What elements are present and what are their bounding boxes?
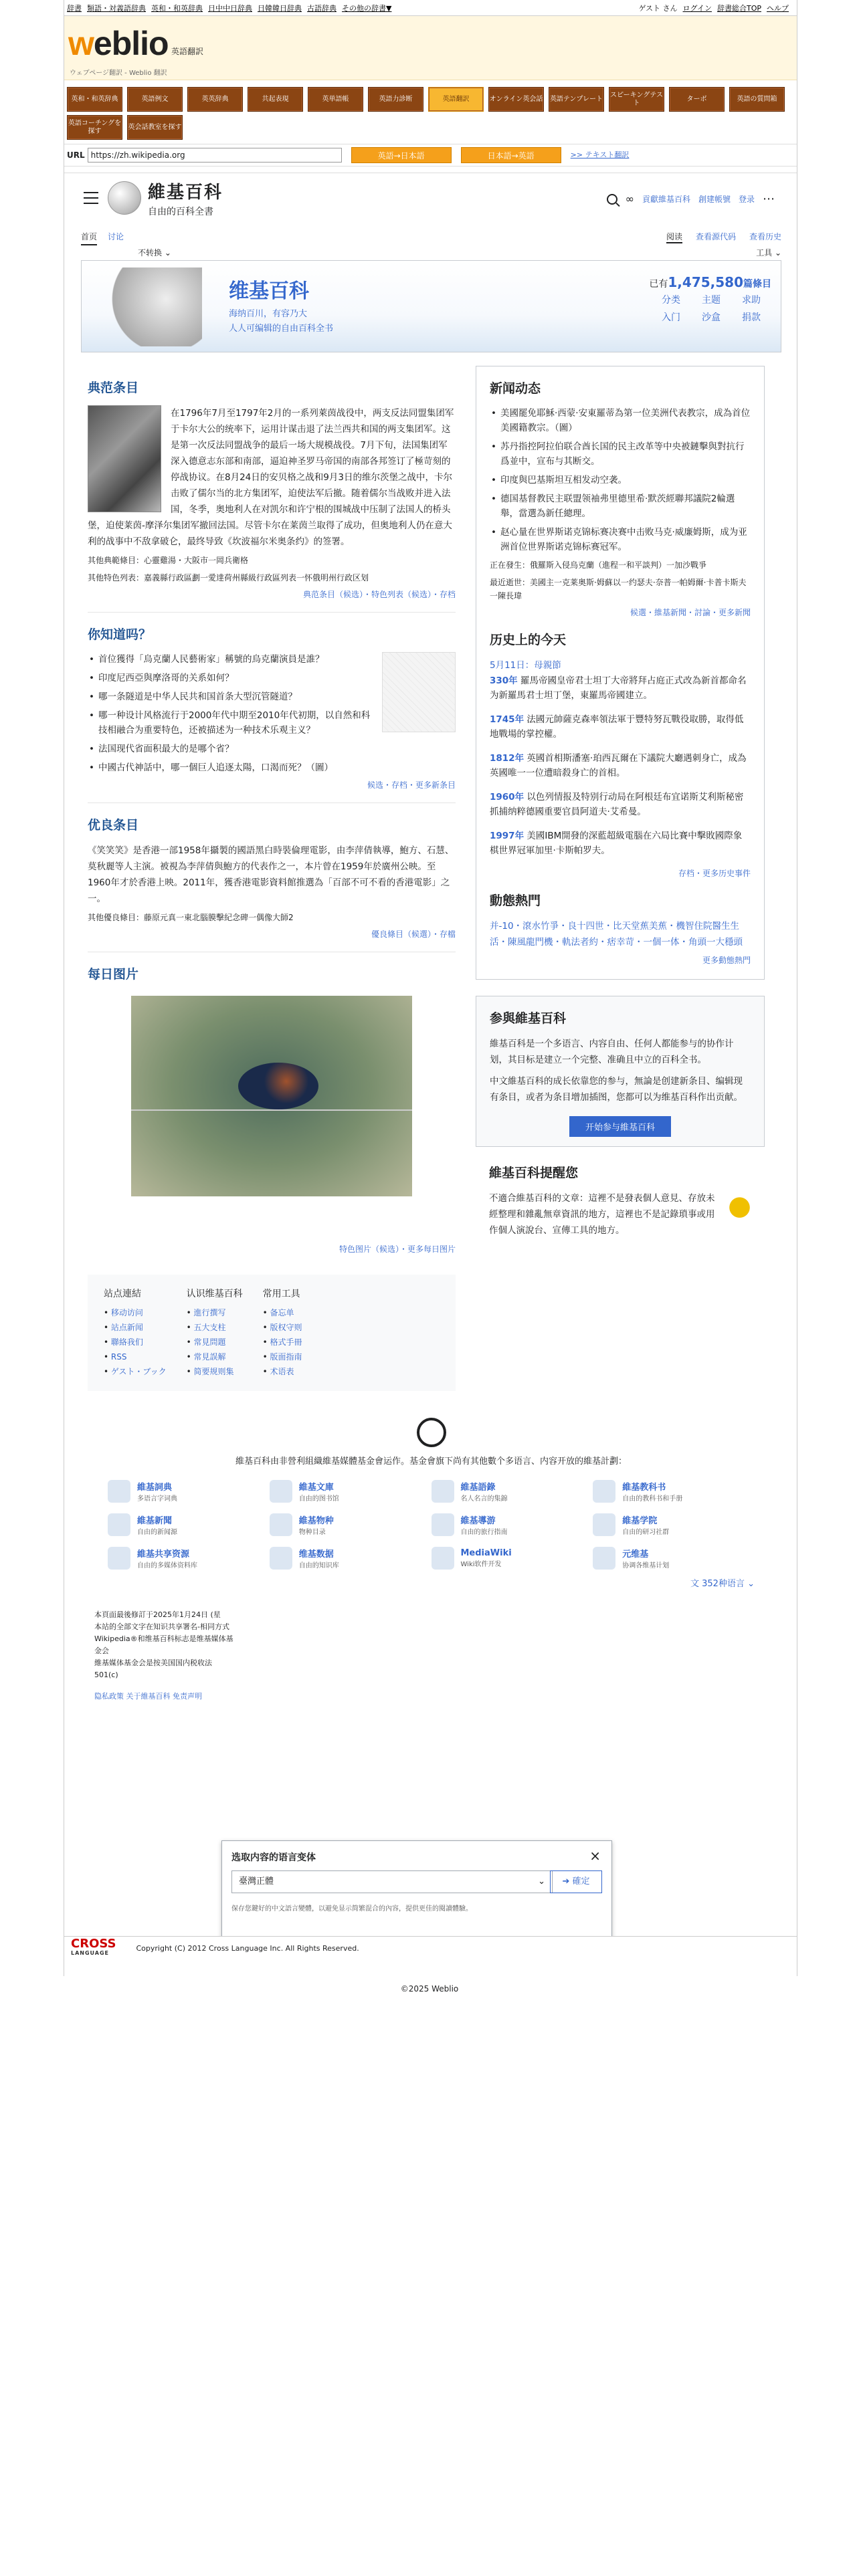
sister-project[interactable]: 維基語錄 名人名言的集錦 — [432, 1480, 593, 1503]
weblio-logo[interactable]: weblio — [68, 25, 169, 62]
dyk-heading: 你知道吗？ — [88, 627, 152, 642]
chevron-down-icon: ⌄ — [164, 248, 171, 257]
otd-item[interactable]: 1812年 英國首相斯潘塞·珀西瓦爾在下議院大廳遇刺身亡，成為英國唯一一位遭暗殺身亡的首相。 — [490, 753, 747, 778]
news-box — [476, 366, 765, 980]
project-icon — [270, 1547, 292, 1570]
nav-cj[interactable]: 日中中日辞典 — [208, 3, 252, 13]
link-item[interactable]: • 站点新闻 — [104, 1320, 167, 1335]
tab-read[interactable]: 阅读 — [666, 231, 682, 243]
link-item[interactable]: • 备忘单 — [263, 1305, 302, 1320]
cross-language-bar — [64, 1936, 797, 1960]
wikipedia-globe-icon[interactable] — [108, 181, 141, 215]
nav-ej[interactable]: 英和・和英辞典 — [151, 3, 203, 13]
banner-link[interactable]: 沙盒 — [702, 312, 721, 323]
project-icon — [108, 1547, 130, 1570]
good-article: 《笑笑笑》是香港一部1958年攝製的國語黑白時裝倫理電影，由李萍倩執導，鮑方、石慧、莫秋麗等人主演。被視為李萍倩與鮑方的代表作之一，本片曾在1959年於廣州公映。至1960年才於香港上映。2011年，獲香港電影資料館推選為「百部不可不看的香港電影」之一。 — [88, 845, 454, 904]
potd-heading: 每日图片 — [88, 967, 139, 982]
sister-project[interactable]: 維基新聞 自由的新闻源 — [108, 1513, 270, 1536]
hot-heading: 動態熱門 — [490, 893, 541, 908]
sister-project[interactable]: 維基詞典 多语言字词典 — [108, 1480, 270, 1503]
featured-image[interactable] — [88, 405, 161, 512]
tab-source[interactable]: 查看源代码 — [695, 232, 736, 241]
dict-button[interactable]: 英語テンプレート — [549, 87, 604, 112]
sister-project[interactable]: 维基数据 自由的知识库 — [270, 1547, 432, 1570]
ongoing[interactable]: 正在發生：俄羅斯入侵烏克蘭（進程一和平談判）一加沙戰爭 — [490, 560, 707, 570]
dict-button[interactable]: 英語コーチングを探す — [67, 115, 122, 140]
disclaimer-link[interactable]: 免责声明 — [173, 1692, 202, 1701]
translate-ja-en-button[interactable]: 日本語→英語 — [461, 147, 561, 163]
potd-more[interactable]: 特色图片（候选）・更多每日图片 — [339, 1245, 456, 1254]
list-item[interactable]: • 德国基督教民主联盟领袖弗里德里希·默茨經聯邦議院2輪選舉，當選為新任總理。 — [490, 492, 751, 521]
nav-kogo[interactable]: 古語辞典 — [307, 3, 337, 13]
project-icon — [593, 1480, 615, 1503]
sister-project[interactable]: 維基教科书 自由的教科书和手册 — [593, 1480, 755, 1503]
dict-button[interactable]: 英英辞典 — [187, 87, 243, 112]
tab-history[interactable]: 查看历史 — [749, 232, 781, 241]
wiki-tabs — [81, 223, 781, 260]
wmf-text: 維基百科由非營利組織維基媒體基金會运作。基金會旗下尚有其他數个多语言、内容开放的維基計劃： — [235, 1457, 627, 1467]
interlanguage-icon[interactable]: ∞ — [625, 193, 634, 205]
dict-button[interactable]: 共起表現 — [248, 87, 303, 112]
puzzle-globe-icon — [82, 267, 202, 346]
hot-list[interactable]: 并-10・滾水竹爭・良十四世・比天堂蕉美蕉・機智住院醫生生活・陳風龍門機・軌法者約・痞幸苛・一個一体・角頭一大穩頭 — [490, 921, 743, 948]
list-item[interactable]: • 首位獲得「烏克蘭人民藝術家」稱號的烏克蘭演員是誰？ — [88, 652, 456, 667]
otd-heading: 历史上的今天 — [490, 633, 567, 647]
swallow-photo[interactable] — [131, 996, 412, 1196]
dialog-title: 选取内容的语言变体 — [231, 1852, 316, 1863]
project-icon — [432, 1480, 454, 1503]
dict-button[interactable]: 英語の質問箱 — [729, 87, 785, 112]
nav-guest: ゲスト さん — [638, 3, 678, 13]
tab-main[interactable]: 首页 — [81, 231, 97, 245]
variant-dropdown[interactable]: 不转换 ⌄ — [138, 248, 171, 257]
contribute-link[interactable]: 貢獻維基百科 — [642, 195, 690, 204]
project-icon — [593, 1547, 615, 1570]
tools-dropdown[interactable]: 工具 ⌄ — [756, 248, 781, 257]
dyk-list — [88, 652, 456, 775]
sister-project[interactable]: 元维基 协调各维基计划 — [593, 1547, 755, 1570]
nav-thesaurus[interactable]: 類語・対義語辞典 — [87, 3, 146, 13]
participate-heading: 参與維基百科 — [490, 1011, 567, 1026]
nav-top[interactable]: 辞書総合TOP — [717, 3, 761, 13]
link-item[interactable]: • 移动访问 — [104, 1305, 167, 1320]
wikimedia-section — [81, 1418, 781, 1589]
link-item[interactable]: • 聯絡我们 — [104, 1335, 167, 1350]
otd-item[interactable]: 1745年 法國元帥薩克森率領法軍于豐特努瓦戰役取勝，取得低地戰場的掌控權。 — [490, 714, 744, 740]
other-good[interactable]: 其他優良條目：藤原元真一東北腦膜擊紀念碑一偶像大師2 — [88, 913, 294, 922]
project-icon — [593, 1513, 615, 1536]
about-link[interactable]: 关于維基百科 — [126, 1692, 171, 1701]
list-item[interactable]: • 哪一条隧道是中华人民共和国首条大型沉管隧道？ — [88, 689, 456, 704]
dict-button[interactable]: 英語力診断 — [368, 87, 423, 112]
weblio-brand — [64, 16, 797, 80]
link-item[interactable]: • 進行撰写 — [187, 1305, 243, 1320]
list-item[interactable]: • 中國古代神話中，哪一個巨人追逐太陽，口渴而死？（圖） — [88, 760, 456, 775]
list-item[interactable]: • 法国现代省面积最大的是哪个省？ — [88, 742, 456, 756]
weblio-copyright: ©2025 Weblio — [400, 1984, 459, 1994]
link-item[interactable]: • 版权守则 — [263, 1320, 302, 1335]
menu-icon[interactable] — [84, 192, 98, 204]
other-featured[interactable]: 其他典範條目：心靈雞湯・大阪市一岡兵衛格 — [88, 556, 249, 565]
banner-link[interactable]: 入门 — [662, 312, 680, 323]
sister-project[interactable]: 維基学院 自由的研习社群 — [593, 1513, 755, 1536]
lightbulb-icon: ● — [728, 1190, 751, 1221]
confirm-button[interactable]: ➔ 確定 — [550, 1870, 602, 1893]
participate-p2: 中文維基百科的成长依靠您的参与，無論是创建新条目、编辑现有条目，或者为条目增加插图，您都可以为维基百科作出贡献。 — [490, 1076, 743, 1103]
banner-slogan[interactable]: 海纳百川，有容乃大 — [229, 309, 308, 319]
link-item[interactable]: • 简要规则集 — [187, 1364, 243, 1379]
dict-button[interactable]: スピーキングテスト — [609, 87, 664, 112]
left-column — [81, 366, 456, 1391]
featured-lists[interactable]: 其他特色列表：嘉義縣行政區劃一愛達荷州縣級行政區列表一怀俄明州行政区划 — [88, 573, 369, 582]
sister-project[interactable]: 維基文庫 自由的图书馆 — [270, 1480, 432, 1503]
sister-projects — [81, 1480, 781, 1570]
language-variant-dialog — [221, 1840, 612, 1941]
link-item[interactable]: • 术语表 — [263, 1364, 302, 1379]
logo-subtitle: 英語翻訳 — [171, 47, 204, 56]
link-item[interactable]: • 格式手冊 — [263, 1335, 302, 1350]
list-item[interactable]: • 印度與巴基斯坦互相发动空袭。 — [490, 473, 751, 488]
wikimedia-icon[interactable] — [417, 1418, 446, 1447]
variant-select[interactable]: 臺灣正體 ⌄ — [231, 1870, 553, 1893]
nav-kj[interactable]: 日韓韓日辞典 — [258, 3, 302, 13]
banner-link[interactable]: 求助 — [742, 295, 761, 306]
text-translate-link[interactable]: >> テキスト翻訳 — [570, 150, 630, 159]
wiki-wordmark[interactable]: 維基百科 自由的百科全書 — [148, 182, 223, 217]
project-icon — [108, 1480, 130, 1503]
link-item[interactable]: • 版面指南 — [263, 1350, 302, 1364]
reminder-text: 不適合維基百科的文章：這裡不是發表個人意見、存放未經整理和雜亂無章資訊的地方，這裡也不是記錄瑣事或用作個人演說台、宣傳工具的地方。 — [489, 1193, 715, 1236]
featured-article: 在1796年7月至1797年2月的一系列萊茵战役中，两支反法同盟集团军于卡尔大公的统率下，运用计谋击退了法兰西共和国的两支集团军。这是第一次反法同盟战争的最后一场大规模战役。7月下旬，法国集团军深入德意志东部和南部，逼迫神圣罗马帝国的南部各邦签订了極苛刻的停战协议。在8月24日的安贝格之战和9月3日的维尔茨堡之战中，卡尔击败了儒尔当的北方集团军，迫使法军后撤。随着儒尔当战败并进入法国，冬季，奥地利人在对凯尔和许宁根的围城战中压制了法国人的桥头堡，迫使莱茵-摩泽尔集团军撤回法国。尽管卡尔在莱茵兰取得了成功，但奥地利人仍在意大利的战事中不敌拿破仑，最终导致《坎波福尔米奥条约》的签署。 — [88, 405, 456, 550]
list-item[interactable]: • 印度尼西亞與摩洛哥的关系如何？ — [88, 671, 456, 685]
project-icon — [432, 1513, 454, 1536]
banner-slogan-2[interactable]: 人人可编辑的自由百科全书 — [229, 324, 334, 334]
nav-help[interactable]: ヘルプ — [767, 3, 789, 13]
link-item[interactable]: • 常見問題 — [187, 1335, 243, 1350]
sister-project[interactable]: 維基共享资源 自由的多媒体资料库 — [108, 1547, 270, 1570]
nav-dict[interactable]: 辞書 — [67, 3, 82, 13]
welcome-banner — [81, 260, 781, 352]
login-link[interactable]: 登录 — [738, 195, 755, 204]
project-icon — [432, 1547, 454, 1570]
translate-en-ja-button[interactable]: 英語→日本語 — [351, 147, 452, 163]
otd-more[interactable]: 存档・更多历史事件 — [678, 869, 751, 878]
site-links: 站点連結 • 移动访问 • 站点新闻 • 聯絡我们 • RSS • ゲスト・ブック 认识维基百科 • 進行撰写 • 五大支柱 • 常見問題 • 常見誤解 • 简要规则集 常用工具 • 备忘单 • 版权守则 • 格式手冊 • 版面指南 • 术语表 — [88, 1275, 456, 1391]
right-column — [476, 366, 765, 1391]
link-item[interactable]: • 常見誤解 — [187, 1350, 243, 1364]
search-icon[interactable] — [607, 194, 617, 205]
dict-button[interactable]: ターボ — [669, 87, 725, 112]
dict-button[interactable]: 英単語帳 — [308, 87, 363, 112]
project-icon — [270, 1480, 292, 1503]
participate-button[interactable]: 开始参与維基百科 — [569, 1116, 671, 1137]
reminder-heading: 維基百科提醒您 — [489, 1166, 579, 1180]
good-more[interactable]: 優良條目（候選）・存檔 — [371, 930, 456, 939]
url-label: URL — [67, 150, 85, 160]
close-icon[interactable]: × — [589, 1848, 601, 1864]
banner-links — [651, 293, 771, 324]
news-more[interactable]: 候選・維基新聞・討論・更多新聞 — [630, 608, 751, 617]
wikipedia-page — [64, 173, 797, 1965]
dict-button[interactable]: 英和・和英辞典 — [67, 87, 122, 112]
featured-heading: 典范条目 — [88, 381, 139, 395]
otd-date[interactable]: 5月11日：母親節 — [490, 660, 561, 671]
reminder-box — [476, 1163, 765, 1239]
news-heading: 新闻动态 — [490, 381, 541, 396]
wiki-header-right — [607, 192, 775, 206]
hot-more[interactable]: 更多動態熱門 — [702, 956, 751, 965]
nav-login[interactable]: ログイン — [682, 3, 712, 13]
sister-project[interactable]: 維基導游 自由的旅行指南 — [432, 1513, 593, 1536]
dict-button[interactable]: 英語例文 — [127, 87, 183, 112]
participate-box — [476, 996, 765, 1147]
languages-button[interactable]: 文 352种语言 ⌄ — [690, 1579, 755, 1589]
tab-talk[interactable]: 讨论 — [108, 232, 124, 241]
project-icon — [108, 1513, 130, 1536]
article-count: 已有1,475,580篇條目 — [649, 274, 771, 290]
weblio-frame — [64, 0, 797, 1976]
sister-project[interactable]: 維基物种 物种目录 — [270, 1513, 432, 1536]
link-item[interactable]: • RSS — [104, 1350, 167, 1364]
banner-title[interactable]: 维基百科 — [229, 280, 309, 303]
list-item[interactable]: • 苏丹指控阿拉伯联合酋长国的民主改革等中央被鏈擊與對抗行爲並中，宣布与其断交。 — [490, 439, 751, 469]
good-heading: 优良条目 — [88, 818, 139, 833]
dyk-more[interactable]: 候选・存档・更多新条目 — [367, 780, 456, 790]
weblio-top-nav — [64, 0, 797, 16]
sister-project[interactable]: MediaWiki Wiki软件开发 — [432, 1547, 593, 1570]
wiki-header — [81, 173, 781, 223]
dialog-note: 保存您鍵好的中文語言變體，以避免显示简繁混合的內容，提供更佳的閱讀體驗。 — [231, 1905, 472, 1913]
logo-tagline: ウェブページ翻訳 - Weblio 翻訳 — [70, 70, 167, 77]
otd-item[interactable]: 330年 羅馬帝國皇帝君士坦丁大帝將拜占庭正式改為新首都命名为新羅馬君士坦丁堡，東羅馬帝國建立。 — [490, 675, 747, 701]
url-bar — [64, 144, 797, 167]
dictionary-menu — [64, 80, 797, 140]
link-item[interactable]: • 五大支柱 — [187, 1320, 243, 1335]
otd-list — [490, 673, 751, 858]
cross-language-logo[interactable]: CROSS LANGUAGE — [71, 1936, 116, 1956]
list-item[interactable]: • 赵心量在世界斯诺克锦标赛决赛中击败马克·威廉姆斯，成为亚洲首位世界斯诺克锦标赛冠军。 — [490, 525, 751, 554]
participate-p1: 維基百科是一个多语言、内容自由、任何人都能参与的协作计划，其目标是建立一个完整、准确且中立的百科全书。 — [490, 1039, 734, 1065]
url-input[interactable]: https://zh.wikipedia.org — [88, 148, 342, 163]
banner-link[interactable]: 捐款 — [742, 312, 761, 323]
create-account-link[interactable]: 創建帳號 — [698, 195, 731, 204]
otd-item[interactable]: 1997年 美國IBM開發的深藍超級電腦在六局比賽中擊敗國際象棋世界冠軍加里·卡斯帕罗夫。 — [490, 831, 743, 856]
dict-button[interactable]: 英会話教室を探す — [127, 115, 183, 140]
featured-more[interactable]: 典范条目（候选）・特色列表（候选）・存档 — [302, 590, 456, 599]
link-item[interactable]: • ゲスト・ブック — [104, 1364, 167, 1379]
otd-item[interactable]: 1960年 以色列情报及特别行动局在阿根廷布宜诺斯艾利斯秘密抓捕纳粹德國重要官員阿道夫·艾希曼。 — [490, 792, 744, 817]
page-footer: 本頁面最後修訂于2025年1月24日 (星 本站的全部文字在知识共享署名-相同方式 Wikipedia®和维基百科标志是维基媒体基金会 維基媒体基金会是按美国国内税收法501(c) 隐私政策 关于維基百科 免责声明 — [94, 1610, 233, 1701]
nav-other[interactable]: その他の辞書▼ — [342, 3, 392, 13]
dict-button[interactable]: 英語翻訳 — [428, 87, 484, 112]
project-icon — [270, 1513, 292, 1536]
list-item[interactable]: • 美國罷免耶穌·西蒙·安東羅蒂為第一位美洲代表教宗，成為首位美國籍教宗。（圖） — [490, 406, 751, 435]
banner-link[interactable]: 分类 — [662, 295, 680, 306]
list-item[interactable]: • 哪一种设计风格流行于2000年代中期至2010年代初期，以自然和科技相融合为重要特色，还被描述为一种技术乐观主义？ — [88, 708, 456, 738]
recent-deaths[interactable]: 最近逝世：美國主一克莱奥斯·姆蘇以一约瑟夫·奈普一帕姆爾·卡普卡斯夫一陳長瑋 — [490, 578, 747, 601]
more-icon[interactable]: ⋯ — [763, 192, 775, 206]
cross-copyright: Copyright (C) 2012 Cross Language Inc. All Rights Reserved. — [136, 1944, 359, 1953]
dict-button[interactable]: オンライン英会話 — [488, 87, 544, 112]
banner-link[interactable]: 主题 — [702, 295, 721, 306]
privacy-link[interactable]: 隐私政策 — [94, 1692, 124, 1701]
